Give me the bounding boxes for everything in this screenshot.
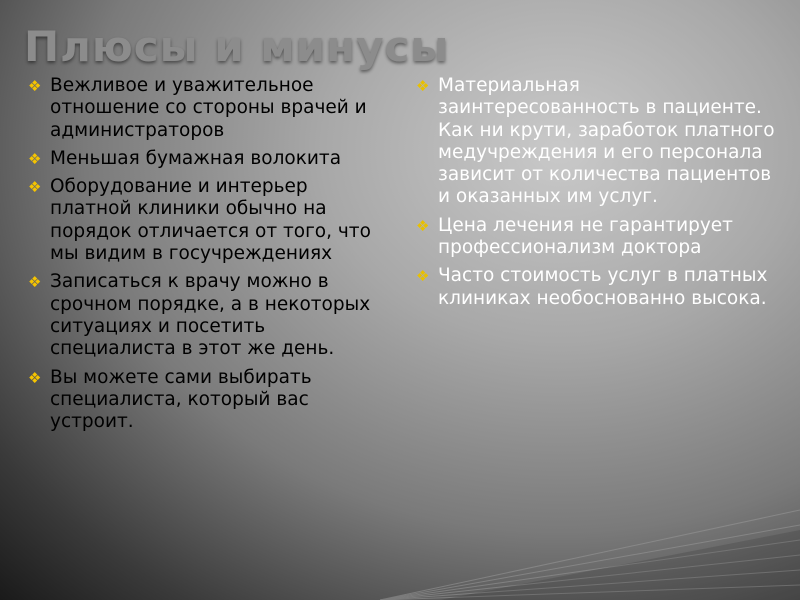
pros-item-text: Вежливое и уважительное отношение со стороны врачей и администраторов	[50, 75, 367, 141]
cons-list	[414, 75, 784, 316]
pros-item-text: Вы можете сами выбирать специалиста, который вас устроит.	[50, 366, 312, 433]
pros-item	[26, 367, 376, 434]
decorative-stripes	[380, 470, 800, 600]
cons-item-text: Материальная заинтересованность в пациенте. Как ни крути, заработок платного медучреждения и его персонала зависит от количества пациентов и оказанных им услуг.	[438, 75, 775, 208]
diamond-bullet-icon: ❖	[28, 178, 42, 197]
cons-item	[414, 75, 784, 209]
diamond-bullet-icon: ❖	[416, 216, 430, 235]
diamond-bullet-icon: ❖	[28, 149, 42, 168]
cons-item	[414, 215, 784, 260]
pros-item-text: Оборудование и интерьер платной клиники обычно на порядок отличается от того, что мы видим в госучреждениях	[50, 176, 371, 265]
pros-item	[26, 176, 376, 265]
stripes-graphic	[380, 470, 800, 600]
pros-item	[26, 75, 376, 142]
pros-item	[26, 148, 376, 170]
pros-item	[26, 271, 376, 360]
pros-list	[26, 75, 376, 439]
diamond-bullet-icon: ❖	[416, 77, 430, 95]
slide-title: Плюсы и минусы	[24, 22, 450, 71]
diamond-bullet-icon: ❖	[28, 273, 42, 292]
cons-item	[414, 265, 784, 310]
cons-item-text: Часто стоимость услуг в платных клиниках необоснованно высока.	[438, 265, 768, 309]
diamond-bullet-icon: ❖	[28, 368, 42, 387]
diamond-bullet-icon: ❖	[416, 267, 430, 286]
cons-item-text: Цена лечения не гарантирует профессионализм доктора	[438, 214, 733, 259]
diamond-bullet-icon: ❖	[28, 77, 42, 95]
pros-item-text: Записаться к врачу можно в срочном порядке, а в некоторых ситуациях и посетить специалиста в этот же день.	[50, 271, 371, 360]
pros-item-text: Меньшая бумажная волокита	[50, 147, 342, 169]
